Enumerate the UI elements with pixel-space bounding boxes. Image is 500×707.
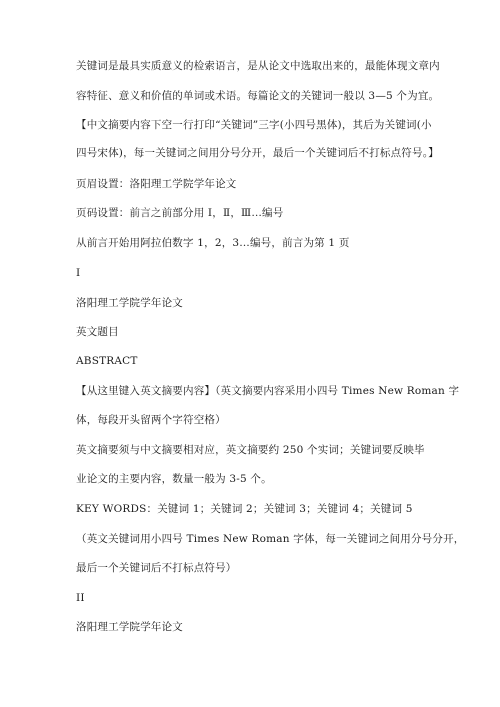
page-number-roman-1: I [76, 267, 81, 279]
abstract-guideline-line-2: 业论文的主要内容，数量一般为 3-5 个。 [76, 473, 272, 485]
abstract-guideline-line-1: 英文摘要须与中文摘要相对应，英文摘要约 250 个实词；关键词要反映毕 [76, 444, 425, 456]
page-number-setting-line: 页码设置：前言之前部分用 Ⅰ，Ⅱ，Ⅲ…编号 [76, 207, 284, 219]
keyword-format-note-line-1: 【中文摘要内容下空一行打印“关键词”三字(小四号黑体)，其后为关键词(小 [76, 119, 432, 131]
keyword-format-note-line-2: 四号宋体)，每一关键词之间用分号分开，最后一个关键词后不打标点符号。】 [76, 147, 439, 159]
english-title-heading: 英文题目 [76, 326, 119, 338]
header-setting-line: 页眉设置：洛阳理工学院学年论文 [76, 178, 237, 190]
arabic-numbering-line: 从前言开始用阿拉伯数字 1，2，3…编号，前言为第 1 页 [76, 237, 350, 249]
page-number-roman-2: II [76, 592, 85, 604]
abstract-heading: ABSTRACT [76, 355, 138, 367]
keyword-definition-line-2: 容特征、意义和价值的单词或术语。每篇论文的关键词一般以 3—5 个为宜。 [76, 90, 440, 102]
keywords-format-note-line-1: （英文关键词用小四号 Times New Roman 字体，每一关键词之间用分号分开， [76, 533, 465, 545]
running-header: 洛阳理工学院学年论文 [76, 297, 183, 309]
keyword-definition-line-1: 关键词是最具实质意义的检索语言，是从论文中选取出来的，最能体现文章内 [76, 60, 440, 72]
keywords-format-note-line-2: 最后一个关键词后不打标点符号） [76, 562, 237, 574]
english-abstract-prompt-line-2: 体，每段开头留两个字符空格） [76, 414, 226, 426]
key-words-line: KEY WORDS：关键词 1；关键词 2；关键词 3；关键词 4；关键词 5 [76, 503, 413, 515]
english-abstract-prompt-line-1: 【从这里键入英文摘要内容】（英文摘要内容采用小四号 Times New Roman 字 [76, 385, 460, 397]
running-header-2: 洛阳理工学院学年论文 [76, 621, 183, 633]
